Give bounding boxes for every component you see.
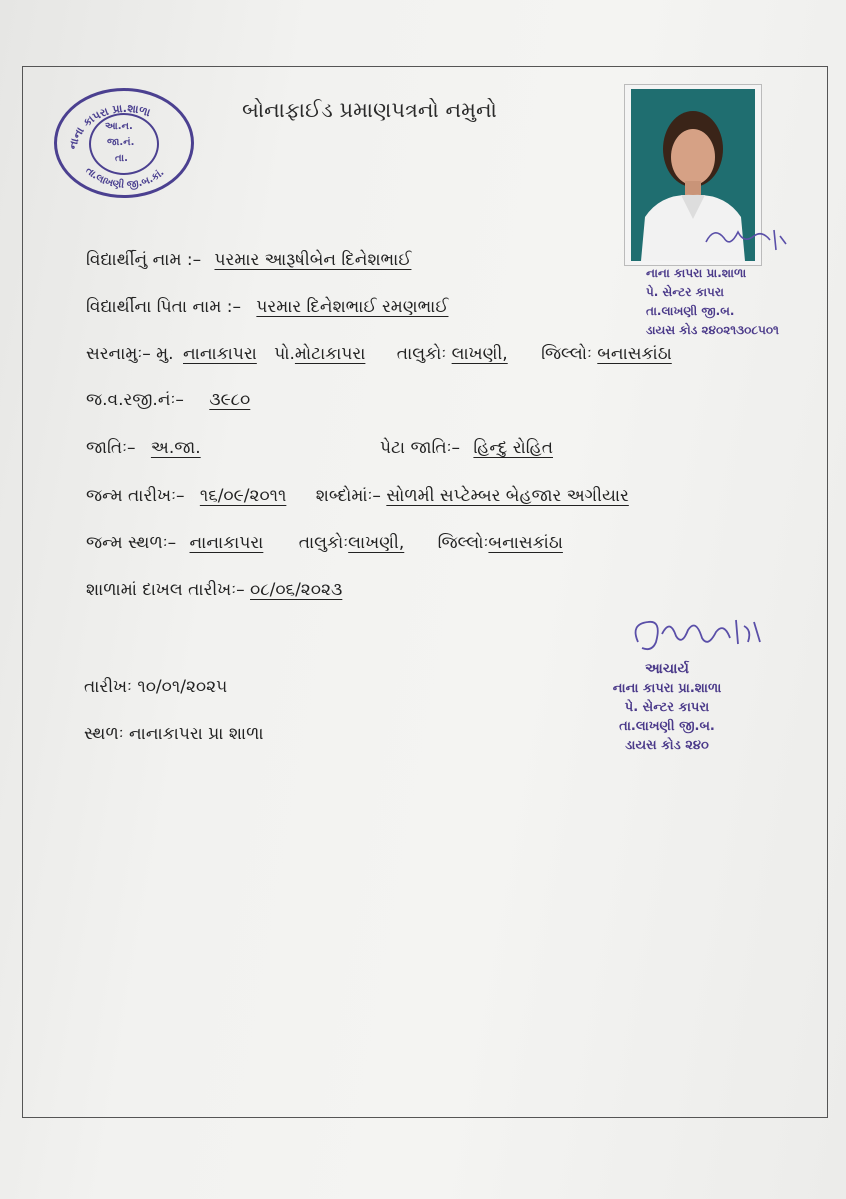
- photo-stamp-line-1: નાના કાપરા પ્રા.શાળા: [646, 266, 747, 280]
- caste-value: અ.જા.: [150, 438, 201, 458]
- birth-place-value: નાનાકાપરા: [189, 533, 264, 553]
- place-row: [84, 724, 264, 744]
- dob-value: ૧૬/૦૯/૨૦૧૧: [199, 486, 287, 506]
- address-row: [86, 344, 672, 364]
- photo-stamp-line-4: ડાયસ કોડ ૨૪૦૨૧૩૦૮૫૦૧: [646, 323, 779, 337]
- date-row: [84, 677, 227, 697]
- photo-stamp-line-3: તા.લાખણી જી.બ.: [646, 304, 735, 318]
- date-label: તારીખઃ: [84, 677, 132, 697]
- address-taluka: લાખણી,: [451, 344, 508, 364]
- caste-row: [86, 438, 201, 458]
- student-name-value: પરમાર આરૂષીબેન દિનેશભાઈ: [214, 250, 412, 270]
- principal-stamp-line-4: ડાયસ કોડ ૨૪૦: [625, 738, 709, 753]
- certificate-title: બોનાફાઈડ પ્રમાણપત્રનો નમુનો: [242, 98, 497, 122]
- seal-line-2: જા.નં.: [107, 137, 135, 148]
- principal-title: આચાર્ય: [645, 661, 689, 677]
- place-label: સ્થળઃ: [84, 724, 124, 744]
- seal-line-3: તા.: [115, 153, 128, 164]
- dob-words: સોળમી સપ્ટેમ્બર બેહજાર અગીયાર: [386, 486, 629, 506]
- dob-row: [86, 486, 629, 506]
- date-value: ૧૦/૦૧/૨૦૨૫: [137, 677, 228, 697]
- caste-label: જાતિઃ–: [86, 438, 136, 458]
- photo-stamp: [646, 264, 779, 340]
- birth-taluka: લાખણી,: [348, 533, 405, 553]
- address-taluka-label: તાલુકોઃ: [396, 344, 447, 364]
- address-district: બનાસકાંઠા: [597, 344, 672, 364]
- principal-stamp: [592, 660, 742, 755]
- address-village: નાનાકાપરા: [183, 344, 257, 364]
- photo-stamp-line-2: પે. સેન્ટર કાપરા: [646, 285, 724, 299]
- principal-stamp-line-3: તા.લાખણી જી.બ.: [619, 719, 715, 734]
- school-seal: [54, 88, 194, 198]
- register-value: ૩૯૮૦: [209, 390, 251, 410]
- register-label: જ.વ.રજી.નંઃ–: [86, 390, 184, 410]
- admission-label: શાળામાં દાખલ તારીખઃ–: [86, 580, 245, 600]
- address-district-label: જિલ્લોઃ: [541, 344, 592, 364]
- seal-line-1: આ.ન.: [105, 121, 133, 132]
- admission-value: ૦૮/૦૬/૨૦૨૩: [250, 580, 343, 600]
- seal-bottom-text: તા.લાખણી જી.બ.કાં.: [83, 165, 167, 191]
- student-name-label: વિદ્યાર્થીનું નામ :–: [86, 250, 202, 270]
- birth-district: બનાસકાંઠા: [488, 533, 563, 553]
- sub-caste-value: હિન્દુ રોહિત: [473, 438, 553, 458]
- address-post-label: પો.: [274, 344, 295, 364]
- place-value: નાનાકાપરા પ્રા શાળા: [129, 724, 264, 744]
- birth-place-label: જન્મ સ્થળઃ–: [86, 533, 177, 553]
- seal-inner-ring: [89, 113, 159, 175]
- birth-district-label: જિલ્લોઃ: [437, 533, 489, 553]
- birth-place-row: [86, 533, 563, 553]
- dob-words-label: શબ્દોમાંઃ–: [315, 486, 381, 506]
- father-name-row: [86, 297, 448, 317]
- register-row: [86, 390, 250, 410]
- principal-stamp-line-1: નાના કાપરા પ્રા.શાળા: [612, 681, 722, 696]
- address-post: મોટાકાપરા: [294, 344, 366, 364]
- birth-taluka-label: તાલુકોઃ: [298, 533, 349, 553]
- principal-signature: [626, 612, 776, 660]
- sub-caste-row: [380, 438, 553, 458]
- father-name-label: વિદ્યાર્થીના પિતા નામ :–: [86, 297, 241, 317]
- photo-signature: [700, 222, 790, 262]
- admission-row: [86, 580, 342, 600]
- sub-caste-label: પેટા જાતિઃ–: [380, 438, 460, 458]
- principal-stamp-line-2: પે. સેન્ટર કાપરા: [624, 700, 710, 715]
- address-label: સરનામુઃ– મુ.: [86, 344, 174, 364]
- father-name-value: પરમાર દિનેશભાઈ રમણભાઈ: [256, 297, 449, 317]
- seal-top-text: નાના કાપરા પ્રા.શાળા: [65, 101, 152, 151]
- dob-label: જન્મ તારીખઃ–: [86, 486, 185, 506]
- student-name-row: [86, 250, 411, 270]
